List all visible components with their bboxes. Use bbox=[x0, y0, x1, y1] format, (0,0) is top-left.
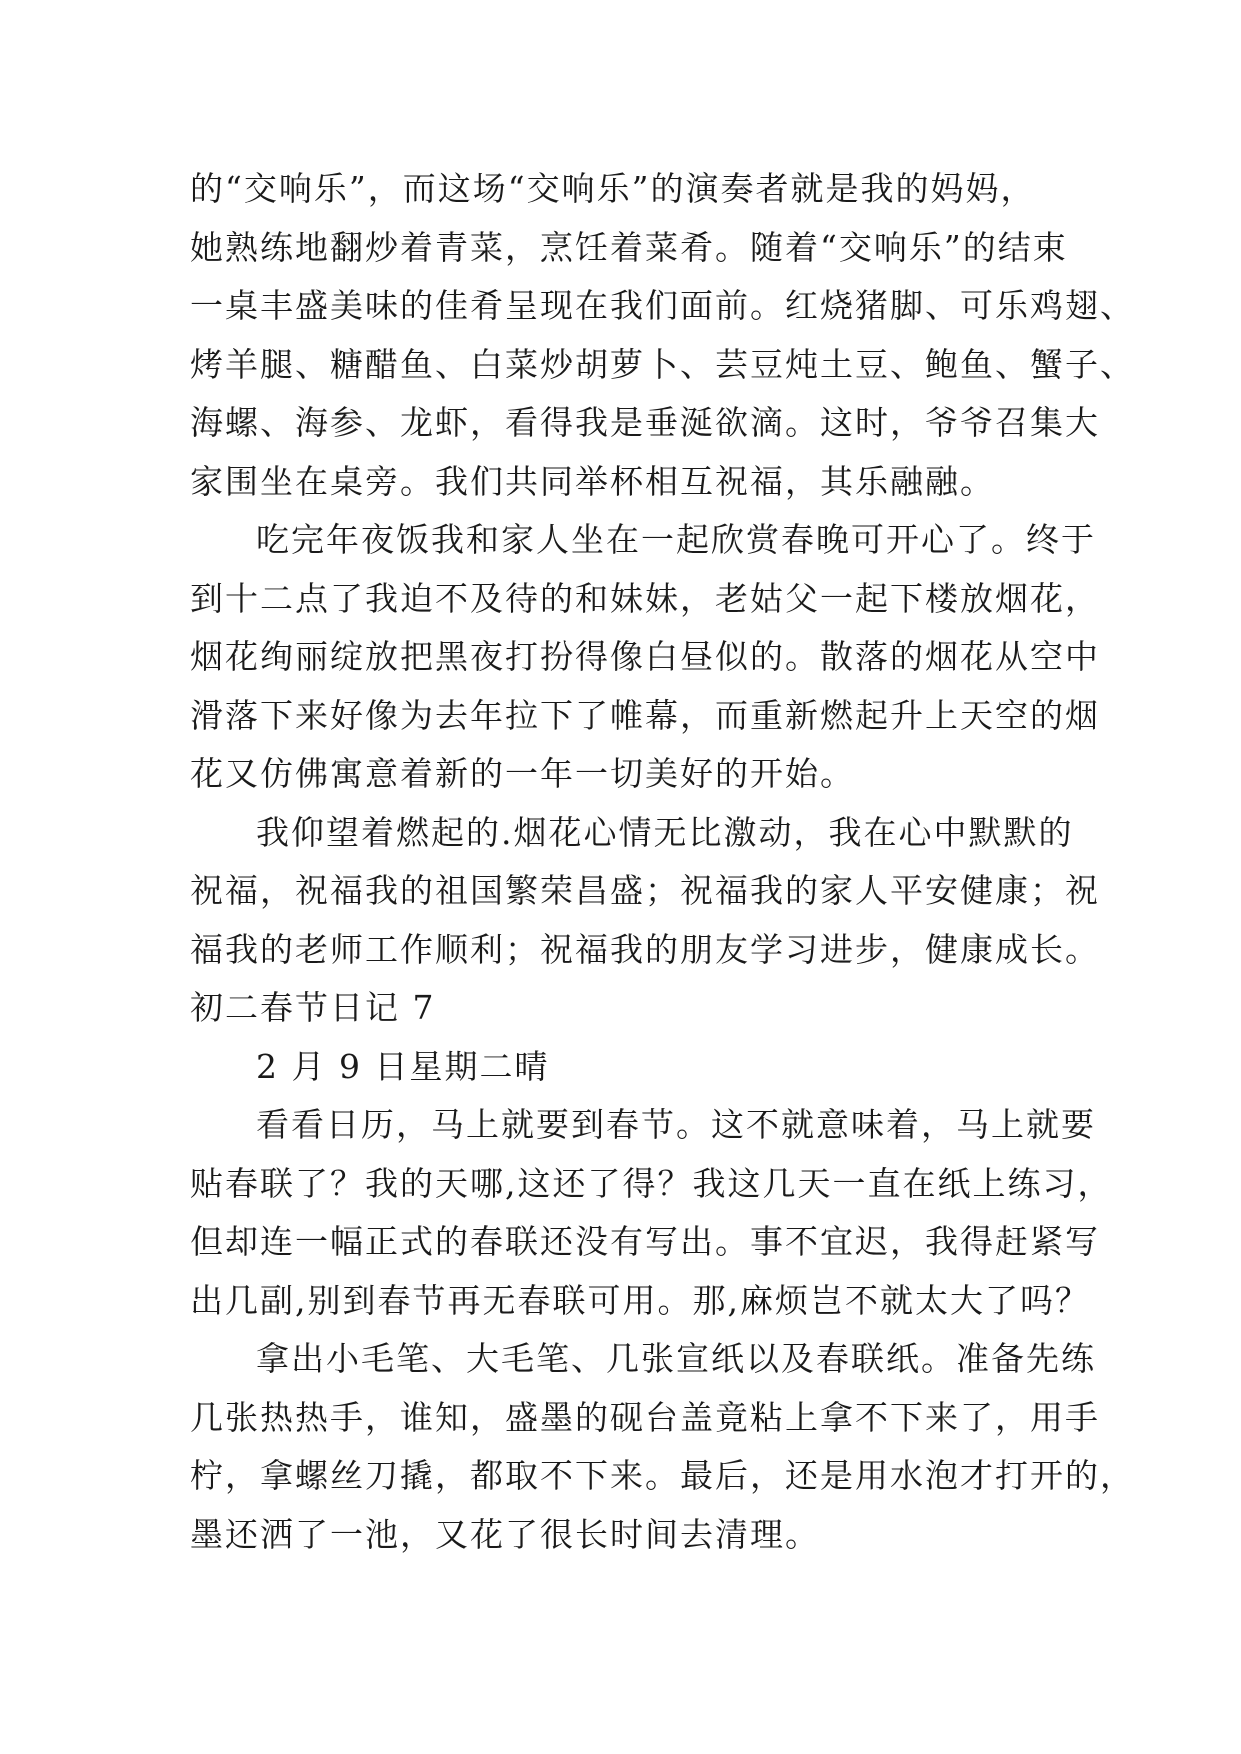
text-line: 祝福，祝福我的祖国繁荣昌盛；祝福我的家人平安健康；祝 bbox=[190, 871, 1100, 910]
text-line: 贴春联了？我的天哪,这还了得？我这几天一直在纸上练习， bbox=[190, 1163, 1113, 1203]
text-line: 家围坐在桌旁。我们共同举杯相互祝福，其乐融融。 bbox=[190, 461, 995, 501]
text-line: 的“交响乐”，而这场“交响乐”的演奏者就是我的妈妈， bbox=[190, 169, 1036, 208]
text-line: 看看日历，马上就要到春节。这不就意味着，马上就要 bbox=[256, 1105, 1096, 1144]
text-line: 烤羊腿、糖醋鱼、白菜炒胡萝卜、芸豆炖土豆、鲍鱼、蟹子、 bbox=[190, 344, 1135, 384]
text-line: 拿出小毛笔、大毛笔、几张宣纸以及春联纸。准备先练 bbox=[256, 1339, 1096, 1378]
body-text bbox=[190, 160, 1135, 1564]
text-line: 海螺、海参、龙虾，看得我是垂涎欲滴。这时，爷爷召集大 bbox=[190, 403, 1100, 442]
text-line: 几张热热手，谁知，盛墨的砚台盖竟粘上拿不下来了，用手 bbox=[190, 1397, 1100, 1437]
text-line: 她熟练地翻炒着青菜，烹饪着菜肴。随着“交响乐”的结束 bbox=[190, 227, 1068, 267]
text-line: 墨还洒了一池，又花了很长时间去清理。 bbox=[190, 1514, 820, 1554]
text-line: 滑落下来好像为去年拉下了帷幕，而重新燃起升上天空的烟 bbox=[190, 695, 1100, 735]
text-line: 到十二点了我迫不及待的和妹妹，老姑父一起下楼放烟花， bbox=[190, 578, 1100, 618]
text-line: 2 月 9 日星期二晴 bbox=[256, 1046, 550, 1086]
text-line: 花又仿佛寓意着新的一年一切美好的开始。 bbox=[190, 754, 855, 793]
text-line: 福我的老师工作顺利；祝福我的朋友学习进步，健康成长。 bbox=[190, 929, 1100, 969]
text-line: 柠，拿螺丝刀撬，都取不下来。最后，还是用水泡才打开的， bbox=[190, 1456, 1135, 1495]
text-line: 我仰望着燃起的.烟花心情无比激动，我在心中默默的 bbox=[256, 812, 1074, 852]
text-line: 出几副,别到春节再无春联可用。那,麻烦岂不就太大了吗？ bbox=[190, 1280, 1090, 1320]
text-line: 烟花绚丽绽放把黑夜打扮得像白昼似的。散落的烟花从空中 bbox=[190, 637, 1100, 676]
text-line: 初二春节日记 7 bbox=[190, 988, 436, 1027]
text-line: 一桌丰盛美味的佳肴呈现在我们面前。红烧猪脚、可乐鸡翅、 bbox=[190, 286, 1135, 325]
text-line: 吃完年夜饭我和家人坐在一起欣赏春晚可开心了。终于 bbox=[256, 520, 1096, 559]
text-line: 但却连一幅正式的春联还没有写出。事不宜迟，我得赶紧写 bbox=[190, 1222, 1100, 1261]
